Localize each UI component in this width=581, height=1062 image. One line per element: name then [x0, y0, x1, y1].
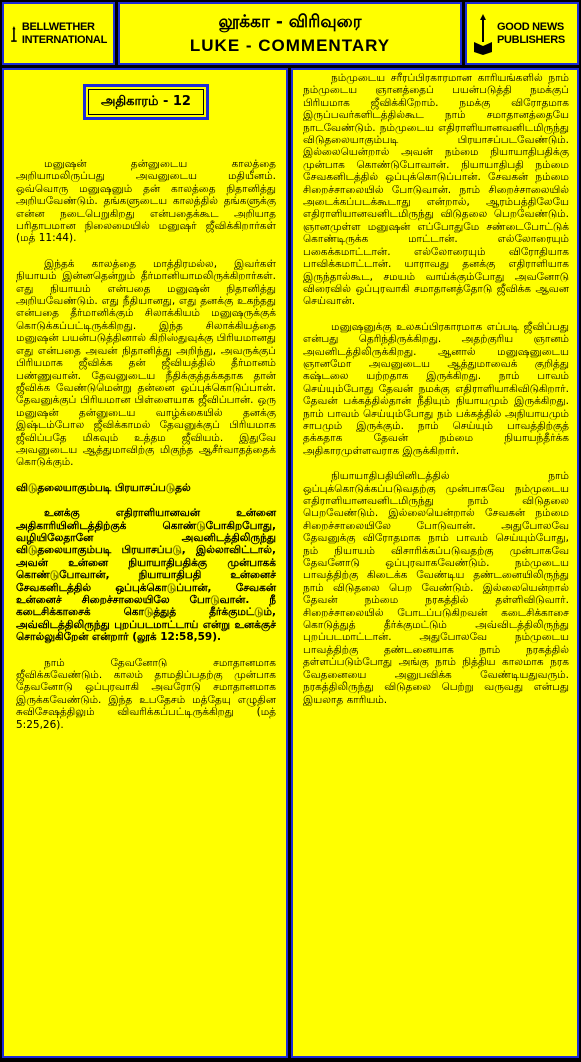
right-paragraph-1: நம்முடைய சரீரப்பிரகாரமான காரியங்களில் நாம் நம்முடைய ஞானத்தைப் பயன்படுத்தி நமக்குப் பிரியமாக ஜீவிக்கிறோம். நமக்கு விரோதமாக இருப்பவர்களிடத்தில்கூட நாம் சமாதானத்தையே நாடவேண்டும். நம்முடைய எதிராளியானவனிடமிருந்து விடுதலையாகும்படி பிரயாசப்படவேண்டும். இல்லையென்றால் அவன் நம்மை நியாயாதிபதிக்கு முன்பாக கொண்டுபோவான். நியாயாதிபதி நம்மை சேவகனிடத்தில் ஒப்புக்கொடுப்பான். சேவகன் நம்மை சிறைச்சாலையில் போடுவான். நாம் சிறைச்சாலையில் அடைக்கப்படக்கூடாது என்றால், ஆரம்பத்திலேயே எதிராளியானவனிடமிருந்து விடுதலை பெறவேண்டும். ஞானமுள்ள மனுஷன் எப்போதுமே சண்டைபோட்டுக் கொண்டிருக்க மாட்டான். எல்லோரையும் பகைக்கமாட்டான். எல்லோரையும் விரோதியாக பாவிக்கமாட்டான். யாராவது தனக்கு எதிராளியாக இருந்தால்கூட, சமயம் வாய்க்கும்போது அவனோடு விரைவில் ஒப்புரவாகி சமாதானத்தோடு ஜீவிக்க ஆவன செய்வான். — [303, 72, 569, 308]
chapter-label: அதிகாரம் - 12 — [101, 94, 191, 109]
bell-logo-icon — [10, 12, 18, 56]
left-paragraph-1: மனுஷன் தன்னுடைய காலத்தை அறியாமலிருப்பது அவனுடைய மதியீனம். ஒவ்வொரு மனுஷனும் தன் காலத்தை நிதானித்து அறியவேண்டும். தங்களுடைய காலத்தில் தங்களுக்கு என்ன நடைபெறுகிறது என்பதைக்கூட அறியாத பரிதாபமான நிலைமையில் மனுஷர் ஜீவிக்கிறார்கள் (மத் 11:44). — [16, 158, 276, 245]
left-paragraph-3: நாம் தேவனோடு சமாதானமாக ஜீவிக்கவேண்டும். காலம் தாமதிப்பதற்கு முன்பாக தேவனோடு ஒப்புரவாகி அவரோடு சமாதானமாக இருக்கவேண்டும். இந்த உபதேசம் மத்தேயு எழுதின சுவிசேஷத்திலும் விவரிக்கப்பட்டிருக்கிறது (மத் 5:25,26). — [16, 656, 276, 731]
chapter-label-box — [83, 84, 209, 120]
right-logo-line2: PUBLISHERS — [497, 33, 565, 46]
right-paragraph-2: மனுஷனுக்கு உலகப்பிரகாரமாக எப்படி ஜீவிப்பது என்பது தெரிந்திருக்கிறது. அதற்குரிய ஞானம் அவனிடத்திலிருக்கிறது. ஆனால் மனுஷனுடைய ஞானமோ அவனுடைய ஆத்துமாவைக் குறித்து கஷ்டலை யற்றதாக இருக்கிறது. நாம் பாவம் செய்யும்போது தேவன் நமக்கு எதிராளியாகிவிடுகிறார். தேவன் பக்கத்தில்தான் நீதியும் நியாயமும் இருக்கிறது. நாம் பாவம் செய்யும்போது நம் பக்கத்தில் அநியாயமும் சாபமும் இருக்கும். நாம் செய்யும் பாவத்திற்குத் தக்கதாக தேவன் நம்மை நியாயந்தீர்க்க அதிகாரமுள்ளவராக இருக்கிறார். — [303, 320, 569, 457]
header-right-logo-box — [465, 2, 579, 65]
title-tamil: லூக்கா - விரிவுரை — [218, 12, 362, 32]
scripture-verse: உனக்கு எதிராளியானவன் உன்னை அதிகாரியினிடத்திற்குக் கொண்டுபோகிறபோது, வழியிலேதானே அவனிடத்திலிருந்து விடுதலையாகும்படி பிரயாசப்படு, இல்லாவிட்டால், அவன் உன்னை நியாயாதிபதிக்கு முன்பாகக் கொண்டுபோவான், நியாயாதிபதி உன்னைச் சேவகனிடத்தில் ஒப்புக்கொடுப்பான், சேவகன் உன்னைச் சிறைச்சாலையிலே போடுவான். நீ கடைசிக்காசைக் கொடுத்துத் தீர்க்குமட்டும், அவ்விடத்திலிருந்து புறப்படமாட்டாய் என்று உனக்குச் சொல்லுகிறேன் என்றார் (லூக் 12:58,59). — [16, 507, 276, 644]
good-news-logo — [473, 10, 571, 57]
header-title-box — [118, 2, 462, 65]
left-column — [2, 68, 288, 1058]
left-logo-line2: INTERNATIONAL — [21, 33, 107, 46]
header-left-logo-box — [2, 2, 115, 65]
left-paragraph-2: இந்தக் காலத்தை மாத்திரமல்ல, இவர்கள் நியாயம் இன்னதென்றும் தீர்மானியாமலிருக்கிறார்கள். எது நியாயம் என்பதை மனுஷன் நிதானித்து அறியவேண்டும். எது நீதியானது, எது தனக்கு உகந்தது என்பதை தீர்மானிக்கும் சிலாக்கியம் மனுஷருக்குக் கொடுக்கப்பட்டிருக்கிறது. இந்த சிலாக்கியத்தை மனுஷன் பயன்படுத்தினால் கிறிஸ்துவுக்கு பிரியமானது எது என்பதை அவன் நிதானித்து அறிந்து, அவருக்குப் பிரியமாக ஜீவிக்க தன் ஜீவியத்தில் தீர்மானம் பண்ணுவான். தேவனுடைய நீதிக்குத்தக்கதாக தான் ஜீவிக்க வேண்டுமென்று தன்னை ஒப்புக்கொடுப்பான். தேவனுக்குப் பிரியமான பிள்ளையாக ஜீவிப்பான். ஒரு மனுஷன் தன்னுடைய வாழ்க்கையில் தனக்கு இஷ்டம்போல ஜீவிக்காமல் தேவனுக்குப் பிரியமாக ஜீவிப்பதே மிகவும் உத்தம ஜீவியம். இதுவே அவனுடைய ஆத்துமாவிற்கு மிகுந்த ஆசீர்வாதத்தைக் கொடுக்கும். — [16, 257, 277, 469]
book-logo-icon — [473, 12, 493, 56]
right-paragraph-3: நியாயாதிபதியினிடத்தில் நாம் ஒப்புக்கொடுக்கப்படுவதற்கு முன்பாகவே நம்முடைய எதிராளியானவனிடமிருந்து நாம் விடுதலை பெறவேண்டும். இல்லையென்றால் சேவகன் நம்மை சிறைச்சாலையிலே போடுவான். அதுபோலவே தேவனுக்கு விரோதமாக நாம் பாவம் செய்யும்போது, நம் நியாயம் விசாரிக்கப்படுவதற்கு முன்பாகவே தேவனோடு ஒப்புரவாகவேண்டும். நம்முடைய பாவத்திற்கு கிடைக்க வேண்டிய தண்டனையிலிருந்து நாம் விடுதலை பெற வேண்டும். இல்லையென்றால் தேவன் நம்மை நரகத்தில் தள்ளிவிடுவார். சிறைச்சாலையில் போடப்படுகிறவன் கடைசிக்காசை கொடுத்துத் தீர்க்குமட்டும் அவ்விடத்திலிருந்து புறப்படமாட்டான். அதுபோலவே நம்முடைய பாவத்திற்கு தண்டனையாக நாம் நரகத்தில் தள்ளப்படும்போது அங்கு நாம் நித்திய காலமாக நரக வேதனையை அனுபவிக்க வேண்டியதுவரும். நரகத்திலிருந்து விடுதலை பெற்று வருவது என்பது இயலாத காரியம். — [303, 470, 569, 706]
title-english: LUKE - COMMENTARY — [189, 36, 391, 55]
right-column — [291, 68, 579, 1058]
right-logo-line1: GOOD NEWS — [497, 20, 564, 33]
left-logo-line1: BELLWETHER — [21, 20, 95, 33]
bellwether-logo — [10, 10, 107, 57]
section-heading: விடுதலையாகும்படி பிரயாசப்படுதல் — [16, 481, 191, 494]
